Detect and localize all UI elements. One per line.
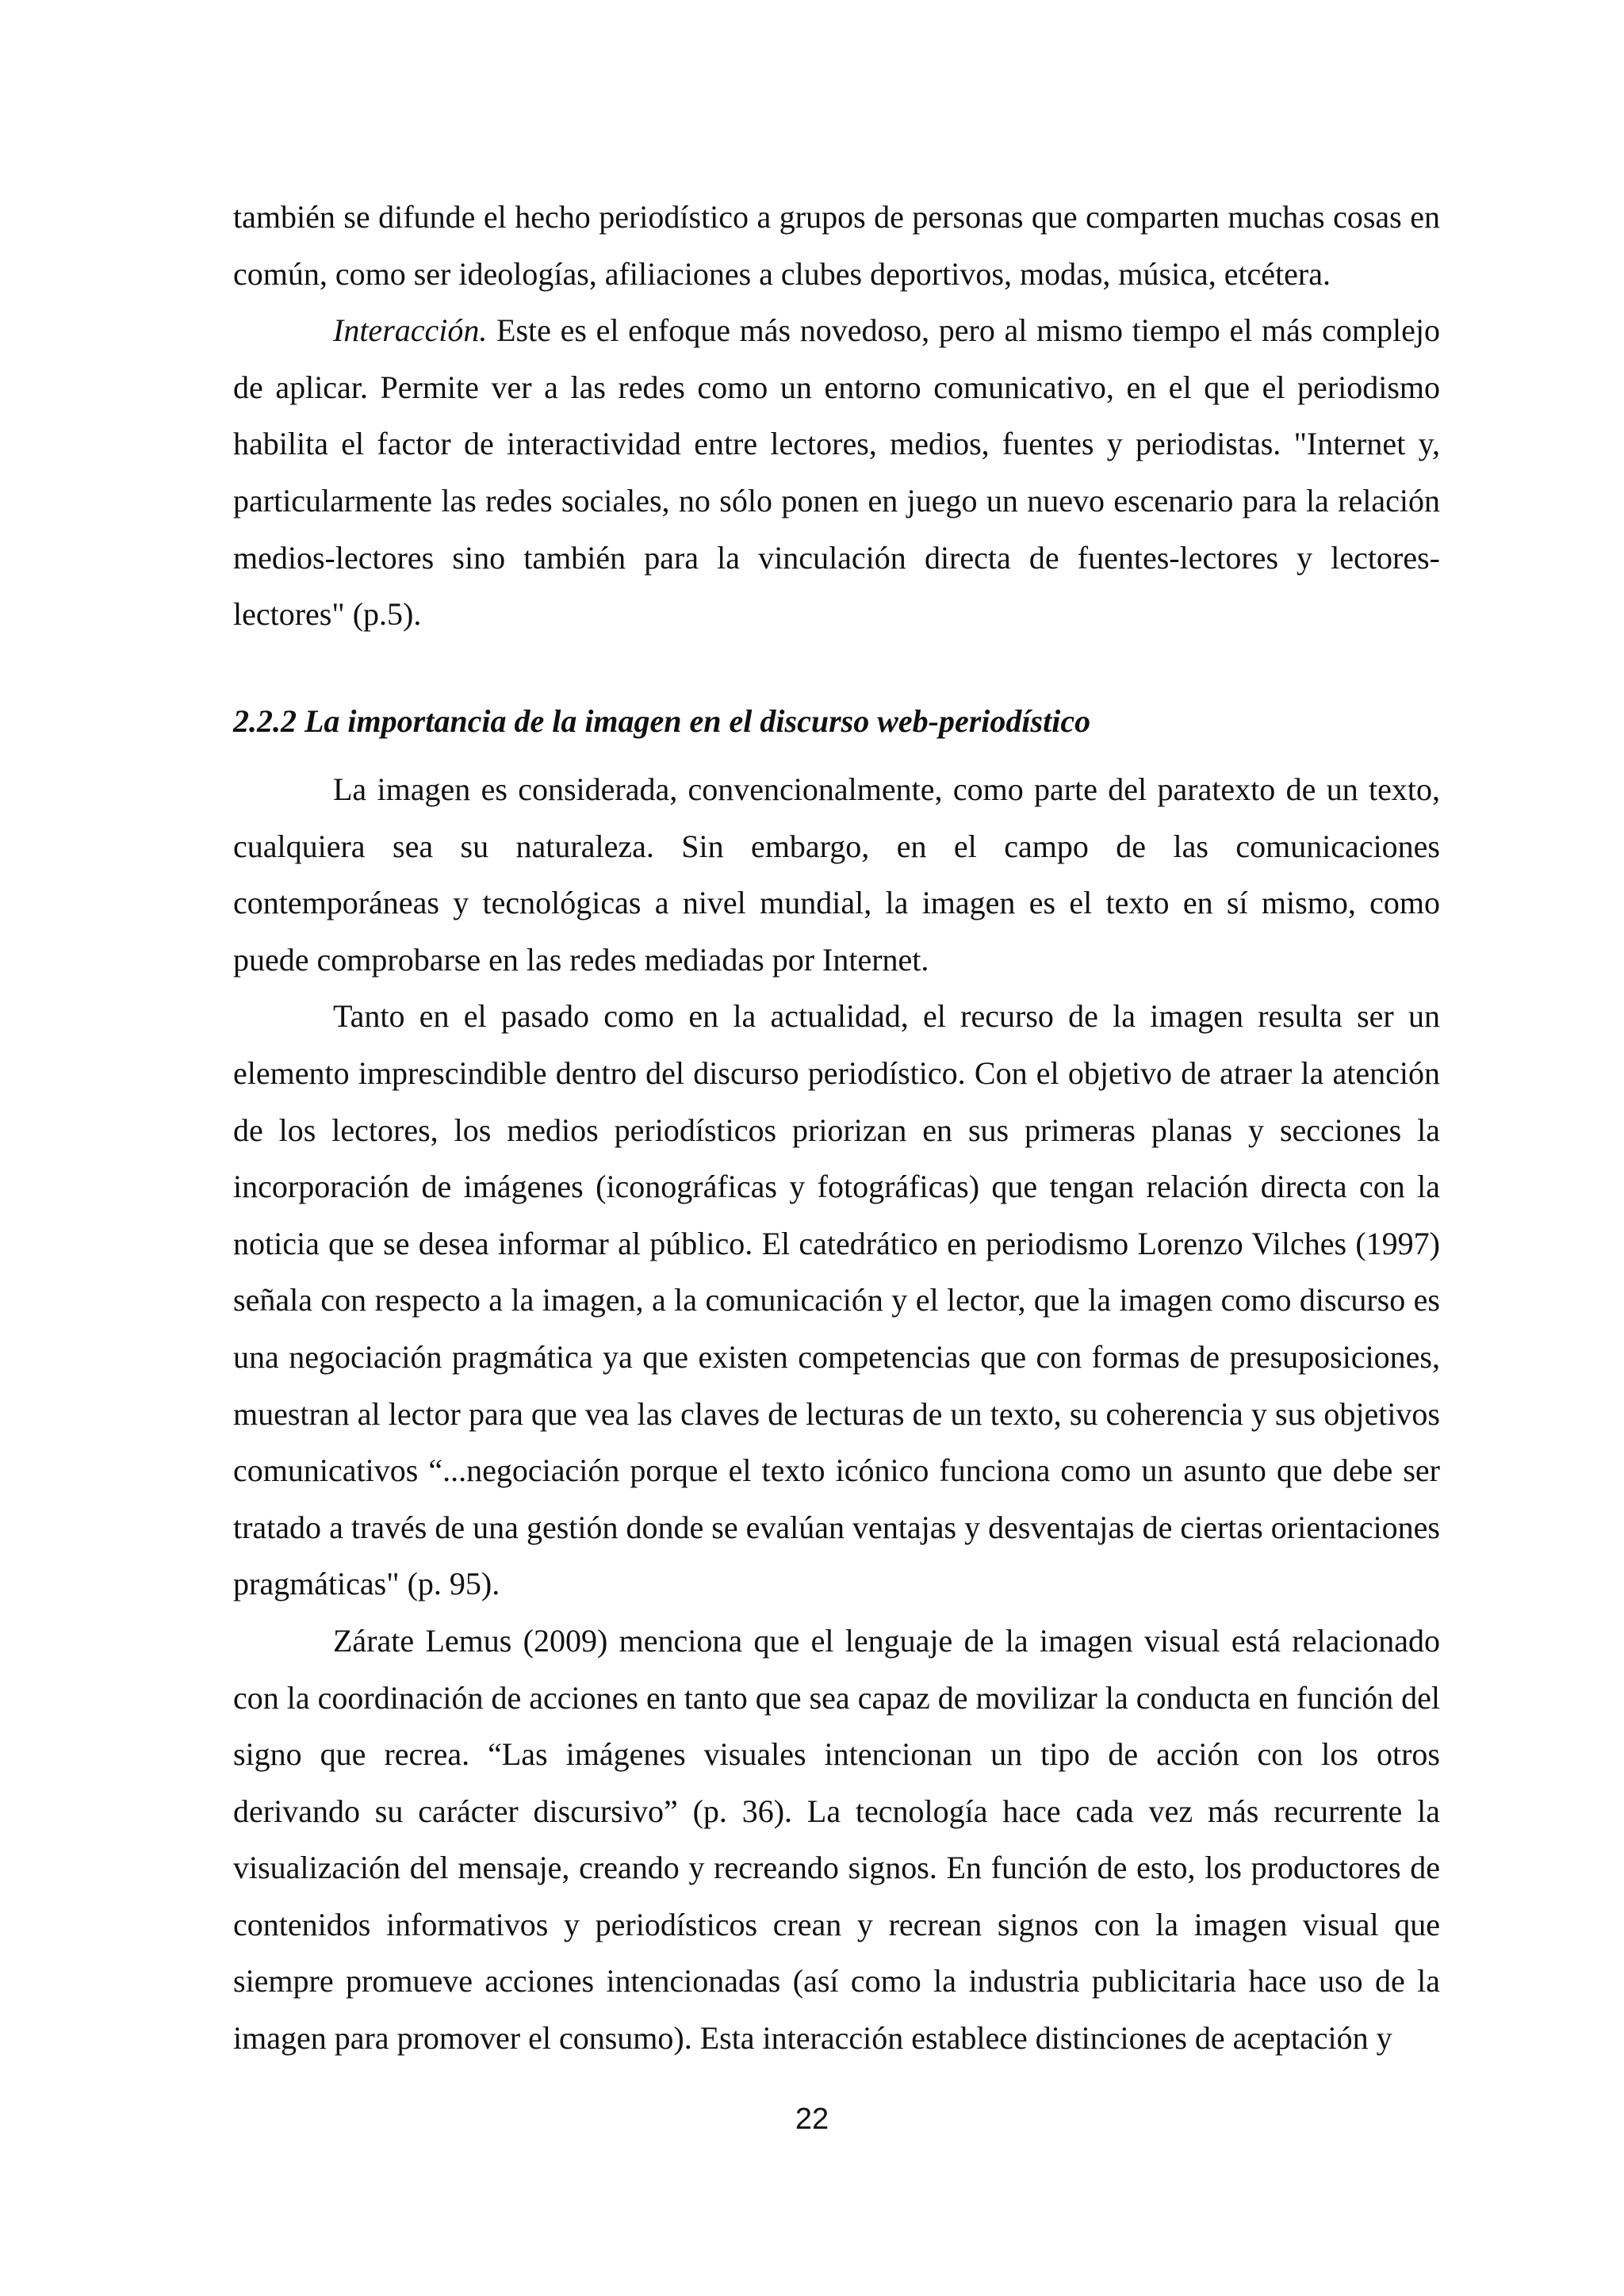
body-text-bottom: [233, 761, 1440, 2067]
paragraph: La imagen es considerada, convencionalmente, como parte del paratexto de un texto, cualquiera sea su naturaleza. Sin embargo, en el campo de las comunicaciones contemporáneas y tecnológicas a nivel mundial, la imagen es el texto en sí mismo, como puede comprobarse en las redes mediadas por Internet.: [233, 771, 1440, 978]
body-text-top: [233, 189, 1440, 643]
paragraph-continuation: [233, 189, 1440, 302]
paragraph-text: también se difunde el hecho periodístico a grupos de personas que comparten muchas cosas en común, como ser ideologías, afiliaciones a clubes deportivos, modas, música, etcétera.: [233, 199, 1440, 292]
paragraph: Tanto en el pasado como en la actualidad, el recurso de la imagen resulta ser un elemento imprescindible dentro del discurso periodístico. Con el objetivo de atraer la atención de los lectores, los medios periodísticos priorizan en sus primeras planas y secciones la incorporación de imágenes (iconográficas y fotográficas) que tengan relación directa con la noticia que se desea informar al público. El catedrático en periodismo Lorenzo Vilches (1997) señala con respecto a la imagen, a la comunicación y el lector, que la imagen como discurso es una negociación pragmática ya que existen competencias que con formas de presuposiciones, muestran al lector para que vea las claves de lecturas de un texto, su coherencia y sus objetivos comunicativos “...negociación porque el texto icónico funciona como un asunto que debe ser tratado a través de una gestión donde se evalúan ventajas y desventajas de ciertas orientaciones pragmáticas" (p. 95).: [233, 998, 1440, 1602]
paragraph-interaccion: [233, 302, 1440, 643]
paragraph: Zárate Lemus (2009) menciona que el lenguaje de la imagen visual está relacionado con la coordinación de acciones en tanto que sea capaz de movilizar la conducta en función del signo que recrea. “Las imágenes visuales intencionan un tipo de acción con los otros derivando su carácter discursivo” (p. 36). La tecnología hace cada vez más recurrente la visualización del mensaje, creando y recreando signos. En función de esto, los productores de contenidos informativos y periodísticos crean y recrean signos con la imagen visual que siempre promueve acciones intencionadas (así como la industria publicitaria hace uso de la imagen para promover el consumo). Esta interacción establece distinciones de aceptación y: [233, 1622, 1440, 2057]
section-heading: 2.2.2 La importancia de la imagen en el discurso web-periodístico: [233, 703, 1091, 739]
paragraph-text: Este es el enfoque más novedoso, pero al mismo tiempo el más complejo de aplicar. Permite ver a las redes como un entorno comunicativo, en el que el periodismo habilita el factor de interactividad entre lectores, medios, fuentes y periodistas. "Internet y, particularmente las redes sociales, no sólo ponen en juego un nuevo escenario para la relación medios-lectores sino también para la vinculación directa de fuentes-lectores y lectores-lectores" (p.5).: [233, 312, 1440, 633]
page-number: 22: [795, 2103, 829, 2136]
paragraph-lead-term: Interacción.: [333, 312, 488, 349]
